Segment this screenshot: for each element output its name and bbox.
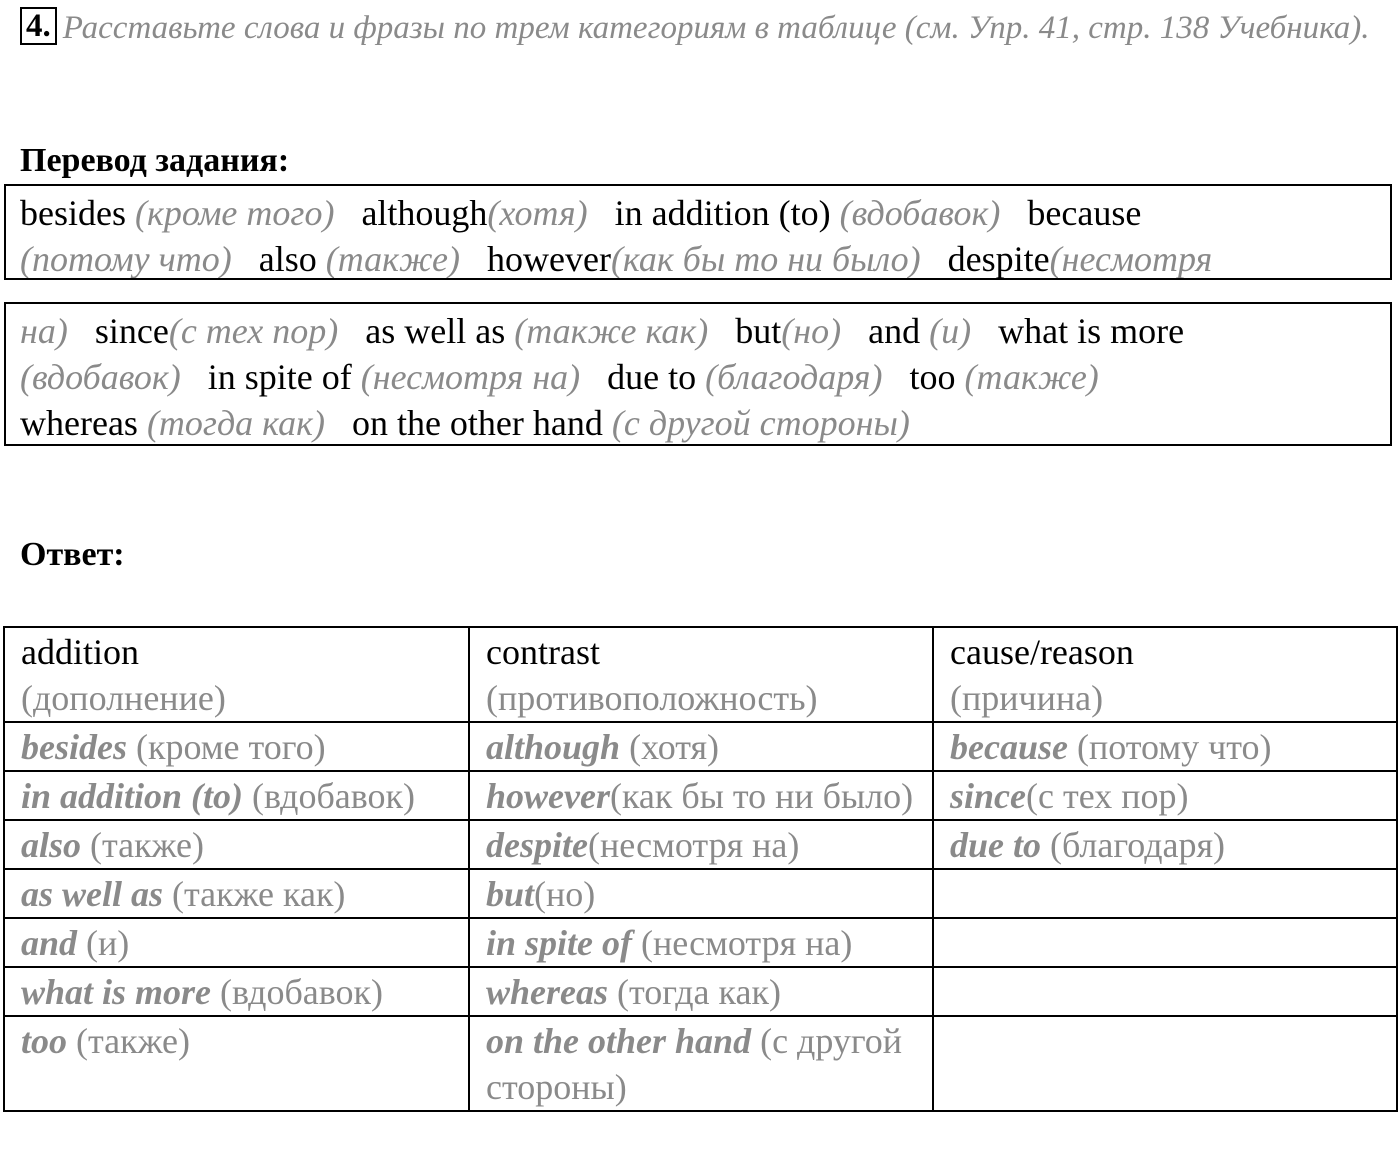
cell-translation: (с другой стороны): [486, 1021, 903, 1107]
word: although: [361, 193, 488, 233]
word-translation: (кроме того): [134, 193, 335, 233]
word: besides: [20, 193, 126, 233]
table-cell: [4, 820, 469, 869]
cell-translation: (хотя): [620, 727, 720, 767]
cell-translation: (и): [77, 923, 130, 963]
cell-term: besides: [21, 727, 127, 767]
cell-translation: (с тех пор): [1026, 776, 1189, 816]
cell-translation: (но): [534, 874, 596, 914]
table-cell: [4, 918, 469, 967]
word-line: [20, 308, 1376, 354]
word: in spite of: [207, 357, 352, 397]
cell-term: on the other hand: [486, 1021, 752, 1061]
table-row: [4, 820, 1397, 869]
translation-title: Перевод задания:: [20, 142, 290, 179]
answer-table: [3, 626, 1398, 1112]
cell-term: but: [486, 874, 535, 914]
cell-translation: (кроме того): [126, 727, 326, 767]
word: because: [1027, 193, 1142, 233]
cell-term: because: [950, 727, 1068, 767]
word-box-2: [4, 302, 1392, 446]
cell-term: although: [486, 727, 621, 767]
word-translation: (как бы то ни было): [610, 239, 921, 279]
word-translation: (также как): [514, 311, 709, 351]
cell-translation: (также): [67, 1021, 191, 1061]
cell-translation: (несмотря на): [632, 923, 853, 963]
table-cell: [933, 771, 1397, 820]
word-translation: (несмотря: [1049, 239, 1213, 279]
cell-term: in addition (to): [21, 776, 244, 816]
word-translation: (несмотря на): [360, 357, 581, 397]
word-translation: (вдобавок): [20, 357, 181, 397]
table-cell: [933, 869, 1397, 918]
table-cell: [4, 1016, 469, 1111]
word: despite: [947, 239, 1050, 279]
cell-translation: (также как): [163, 874, 346, 914]
word: due to: [607, 357, 697, 397]
table-header-row: [4, 627, 1397, 722]
word-translation: (хотя): [487, 193, 588, 233]
cell-term: in spite of: [486, 923, 633, 963]
word: since: [94, 311, 169, 351]
answer-title: Ответ:: [20, 536, 125, 573]
cell-translation: (вдобавок): [243, 776, 415, 816]
word-translation: (вдобавок): [839, 193, 1001, 233]
cell-translation: (благодаря): [1041, 825, 1226, 865]
word-translation: (с тех пор): [168, 311, 339, 351]
table-cell: [933, 918, 1397, 967]
table-cell: [469, 1016, 933, 1111]
table-cell: [4, 722, 469, 771]
table-cell: [933, 722, 1397, 771]
table-row: [4, 918, 1397, 967]
cell-translation: (также): [81, 825, 205, 865]
cell-term: too: [21, 1021, 68, 1061]
table-row: [4, 771, 1397, 820]
table-cell: [469, 771, 933, 820]
word-translation: (но): [781, 311, 842, 351]
header-cell: addition (дополнение): [4, 627, 469, 722]
table-cell: [469, 820, 933, 869]
word-translation: (благодаря): [705, 357, 883, 397]
word-line: [20, 236, 1376, 280]
word: too: [909, 357, 956, 397]
table-cell: [4, 771, 469, 820]
cell-translation: (несмотря на): [587, 825, 800, 865]
cell-term: however: [486, 776, 610, 816]
word-line: [20, 400, 1376, 446]
word-box-1: [4, 184, 1392, 280]
table-row: [4, 722, 1397, 771]
cell-translation: (как бы то ни было): [609, 776, 914, 816]
cell-term: due to: [950, 825, 1042, 865]
word: and: [868, 311, 921, 351]
table-cell: [469, 869, 933, 918]
cell-translation: (потому что): [1067, 727, 1272, 767]
word: however: [486, 239, 611, 279]
table-cell: [933, 1016, 1397, 1111]
word-line: [20, 190, 1376, 236]
cell-term: what is more: [21, 972, 212, 1012]
task-text: Расставьте слова и фразы по трем категориям в таблице (см. Упр. 41, стр. 138 Учебника).: [62, 10, 1370, 46]
word: but: [735, 311, 782, 351]
header-cell: cause/reason (причина): [933, 627, 1397, 722]
word-translation: (и): [929, 311, 972, 351]
task-number: 4.: [20, 7, 57, 45]
table-row: [4, 967, 1397, 1016]
table-cell: [4, 967, 469, 1016]
word: also: [258, 239, 317, 279]
cell-term: and: [21, 923, 78, 963]
table-row: [4, 1016, 1397, 1111]
task-header: [20, 6, 1380, 50]
word-translation: (также): [325, 239, 460, 279]
cell-term: also: [21, 825, 82, 865]
table-row: [4, 869, 1397, 918]
table-cell: [469, 722, 933, 771]
table-cell: [933, 820, 1397, 869]
word: on the other hand: [351, 403, 603, 443]
word-line: [20, 354, 1376, 400]
header-cell: contrast (противоположность): [469, 627, 933, 722]
word-translation: (потому что): [20, 239, 232, 279]
word-translation: на): [20, 311, 68, 351]
word-translation: (с другой стороны): [611, 403, 910, 443]
word-translation: (тогда как): [146, 403, 325, 443]
table-cell: [469, 918, 933, 967]
cell-translation: (тогда как): [608, 972, 781, 1012]
cell-translation: (вдобавок): [211, 972, 383, 1012]
cell-term: as well as: [21, 874, 164, 914]
table-cell: [933, 967, 1397, 1016]
word: whereas: [20, 403, 138, 443]
word: as well as: [365, 311, 506, 351]
cell-term: despite: [486, 825, 588, 865]
cell-term: since: [950, 776, 1026, 816]
table-cell: [4, 869, 469, 918]
word: what is more: [998, 311, 1185, 351]
word: in addition (to): [614, 193, 831, 233]
table-cell: [469, 967, 933, 1016]
cell-term: whereas: [486, 972, 609, 1012]
word-translation: (также): [964, 357, 1099, 397]
